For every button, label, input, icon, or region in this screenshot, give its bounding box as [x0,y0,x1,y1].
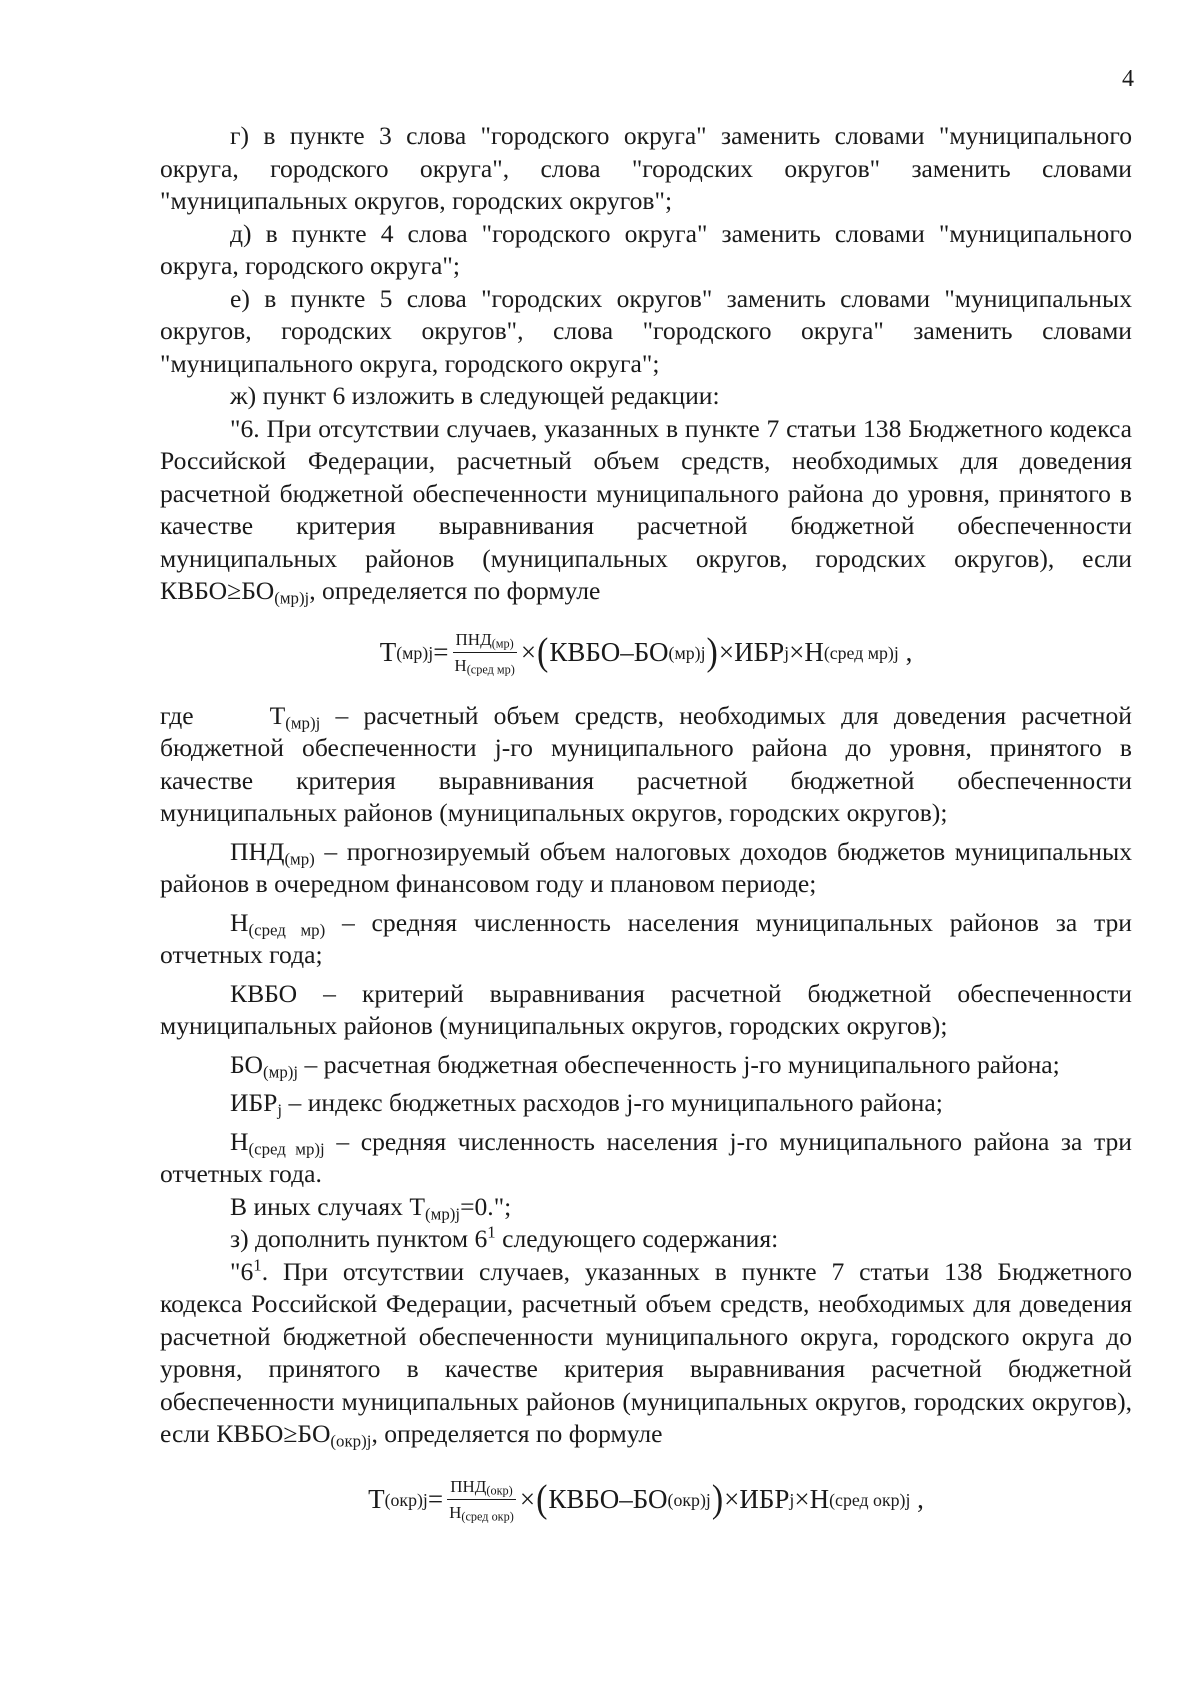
item-marker: г) [230,121,250,150]
item-text: з) дополнить пунктом 6 [230,1224,488,1253]
amendment-item-d [160,218,1132,283]
paragraph-tail: , определяется по формуле [371,1419,663,1448]
subscript: (мр)j [285,713,321,733]
definition-bo [160,1049,1132,1082]
formula-lhs: Т [368,1484,385,1514]
definition-t [160,700,1132,830]
definition-text: – расчетная бюджетная обеспеченность j-го муниципального района; [298,1049,1060,1079]
superscript: 1 [487,1222,496,1242]
formula-lhs: Т [379,637,397,667]
amendment-item-z [160,1223,1132,1256]
paragraph-6 [160,413,1132,608]
times-sign: × [789,637,805,667]
definition-text: – средняя численность населения j-го муниципального района за три отчетных года. [160,1126,1132,1188]
amendment-item-zh: ж) пункт 6 изложить в следующей редакции: [230,381,720,410]
paragraph-text: "6. При отсутствии случаев, указанных в пункте 7 статьи 138 Бюджетного кодекса Российской Федерации, расчетный объем средств, необходимых для доведения расчетной бюджетной обеспеченности муниципального района до уровня, принятого в качестве критерия выравнивания расчетной бюджетной обеспеченности муниципальных районов (муниципальных округов, городских округов), если КВБО≥БО [160,413,1132,605]
subscript: (сред мр)j [248,1139,325,1159]
formula-okr: Т (окр)j = $\frac{ПНД_{(окр)}}{Н_{(сред окр)}}$ × ( КВБО–БО (окр)j ) × ИБР j × Н (сред окр)j , [368,1476,924,1523]
definition-term: Т [269,700,286,730]
times-sign: × [718,637,735,667]
definition-text: – индекс бюджетных расходов j-го муниципального района; [282,1088,943,1117]
denominator-text: Н [454,655,467,675]
definition-h-sred [160,907,1132,972]
subscript: (окр) [486,1483,513,1498]
subscript: (мр) [284,849,315,869]
paragraph-number: "6 [230,1256,254,1286]
equals-sign: = [433,637,449,667]
subscript: j [277,1100,283,1120]
definition-text: – прогнозируемый объем налоговых доходов бюджетов муниципальных районов в очередном финансовом году и плановом периоде; [160,836,1132,898]
fraction-numerator [453,631,517,653]
open-paren: ( [537,630,549,674]
close-paren: ) [706,630,718,674]
other-cases-tail: =0."; [460,1191,512,1221]
numerator-text: ПНД [455,629,492,649]
numerator-text: ПНД [450,1476,487,1496]
definition-text: – расчетный объем средств, необходимых для доведения расчетной бюджетной обеспеченности j-го муниципального района до уровня, принятого в качестве критерия выравнивания расчетной бюджетной обеспеченности муниципальных районов (муниципальных округов, городских округов); [160,700,1132,827]
item-tail: следующего содержания: [495,1224,779,1253]
definition-ibr [160,1087,1132,1120]
item-text: в пункте 3 слова "городского округа" заменить словами "муниципального округа, городского округа", слова "городских округов" заменить словами "муниципальных округов, городских округов"; [160,121,1132,215]
subscript: (мр)j [263,1062,299,1082]
amendment-item-e [160,283,1132,381]
other-cases-text: В иных случаях Т [230,1191,426,1221]
formula-mr: Т (мр)j = $\frac{ПНД_{(мр)}}{Н_{(сред мр)}}$ × ( КВБО–БО (мр)j ) × ИБР j × Н (сред мр)j , [379,629,913,676]
formula-ibr: ИБР [739,1484,790,1514]
document-body [160,120,1132,1543]
definition-pnd [160,836,1132,901]
formula-end: , [910,1484,924,1514]
formula-kvbo: КВБО–БО [549,637,669,667]
times-sign: × [520,637,537,667]
subscript: (сред мр) [466,661,515,676]
definition-term: БО [230,1049,264,1079]
where-word: где [160,700,194,730]
paragraph-6-1 [160,1256,1132,1451]
open-paren: ( [536,1477,548,1521]
times-sign: × [519,1484,536,1514]
definition-term: Н [230,1126,249,1156]
formula-end: , [898,637,913,667]
page-number: 4 [1122,66,1134,92]
subscript: (мр)j [274,588,310,608]
subscript: (сред окр) [461,1508,514,1523]
definition-h-sred-j [160,1126,1132,1191]
times-sign: × [724,1484,740,1514]
fraction-denominator [446,1500,517,1522]
definition-term: КВБО [230,978,298,1008]
formula-h: Н [809,1484,830,1514]
fraction-denominator [451,653,517,675]
paragraph-text: . При отсутствии случаев, указанных в пункте 7 статьи 138 Бюджетного кодекса Российской Федерации, расчетный объем средств, необходимых для доведения расчетной бюджетной обеспеченности муниципального округа, городского округа до уровня, принятого в качестве критерия выравнивания расчетной бюджетной обеспеченности муниципальных районов (муниципальных округов, городских округов), если КВБО≥БО [160,1256,1132,1448]
paragraph-tail: , определяется по формуле [309,576,601,605]
definition-text: – средняя численность населения муниципальных районов за три отчетных года; [160,907,1132,969]
definition-kvbo [160,978,1132,1043]
times-sign: × [794,1484,810,1514]
subscript: (мр)j [425,1204,461,1224]
amendment-item-g [160,120,1132,218]
formula-h: Н [804,637,824,667]
superscript: 1 [253,1255,262,1275]
definition-text: – критерий выравнивания расчетной бюджетной обеспеченности муниципальных районов (муниципальных округов, городских округов); [160,978,1132,1040]
definition-term: ПНД [230,836,285,866]
definition-term: Н [230,907,249,937]
item-text: в пункте 5 слова "городских округов" заменить словами "муниципальных округов, городских округов", слова "городского округа" заменить словами "муниципального округа, городского округа"; [160,283,1132,378]
definition-term: ИБР [230,1088,278,1117]
denominator-text: Н [449,1502,462,1522]
subscript: (окр)j [330,1431,372,1451]
equals-sign: = [427,1484,444,1514]
other-cases [160,1191,1132,1224]
subscript: (мр) [491,636,514,651]
item-text: в пункте 4 слова "городского округа" заменить словами "муниципального округа, городского округа"; [160,218,1132,280]
item-marker: д) [230,218,252,248]
formula-kvbo: КВБО–БО [548,1484,668,1514]
fraction [446,1478,517,1522]
fraction [451,631,517,675]
item-marker: е) [230,283,250,313]
close-paren: ) [711,1477,724,1521]
subscript: (сред мр) [248,920,326,940]
fraction-numerator [447,1478,515,1500]
formula-ibr: ИБР [734,637,785,667]
